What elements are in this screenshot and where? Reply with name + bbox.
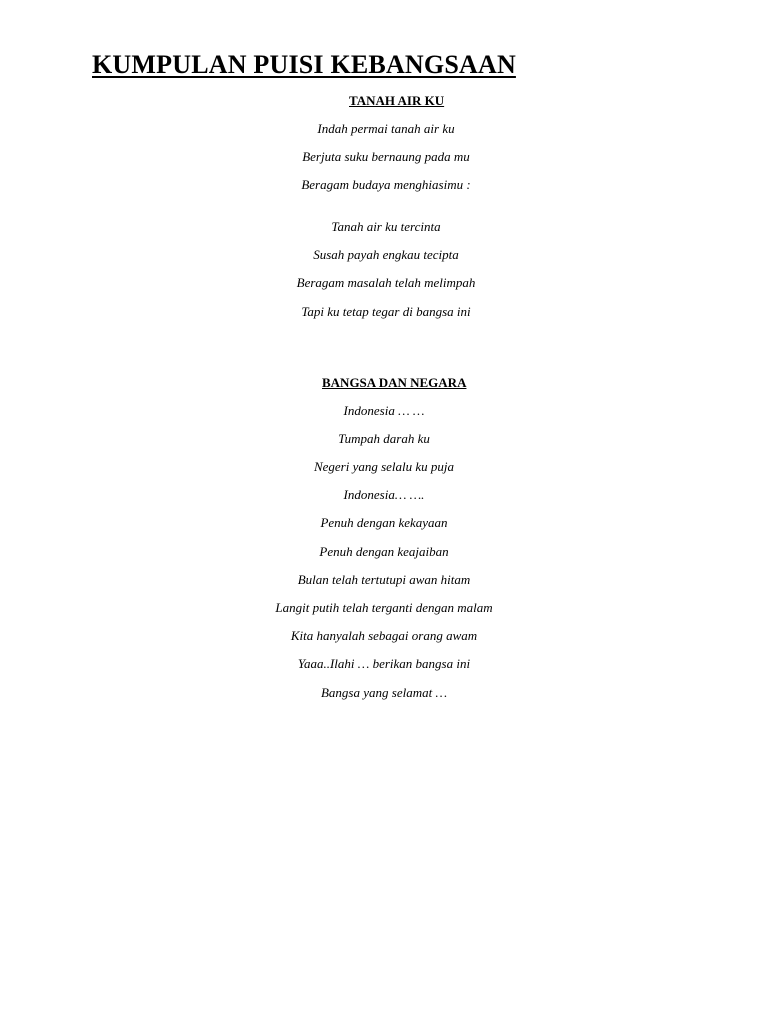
poem-line: Tanah air ku tercinta [331, 219, 441, 234]
poem-line: Yaaa..Ilahi … berikan bangsa ini [297, 656, 471, 671]
poem-line: Tumpah darah ku [338, 431, 430, 446]
poem-title-tanah-air-ku: TANAH AIR KU [349, 93, 445, 108]
poem-line: Beragam masalah telah melimpah [296, 275, 476, 290]
poem-line: Susah payah engkau tecipta [313, 247, 459, 262]
poem-line: Indah permai tanah air ku [317, 121, 455, 136]
poem-line: Tapi ku tetap tegar di bangsa ini [301, 304, 471, 319]
poem-line: Beragam budaya menghiasimu : [301, 177, 471, 192]
poem-line: Bulan telah tertutupi awan hitam [297, 572, 471, 587]
poem-line: Langit putih telah terganti dengan malam [275, 600, 493, 615]
poem-title-bangsa-dan-negara: BANGSA DAN NEGARA [322, 375, 467, 390]
poem-line: Penuh dengan kekayaan [320, 515, 448, 530]
poem-line: Negeri yang selalu ku puja [313, 459, 455, 474]
poem-line: Penuh dengan keajaiban [319, 544, 449, 559]
poem-line: Bangsa yang selamat … [320, 685, 448, 700]
poem-line: Berjuta suku bernaung pada mu [302, 149, 470, 164]
document-title: KUMPULAN PUISI KEBANGSAAN [92, 50, 516, 79]
poem-line: Kita hanyalah sebagai orang awam [290, 628, 478, 643]
poem-line: Indonesia… …. [343, 487, 425, 502]
poem-line: Indonesia … … [343, 403, 425, 418]
